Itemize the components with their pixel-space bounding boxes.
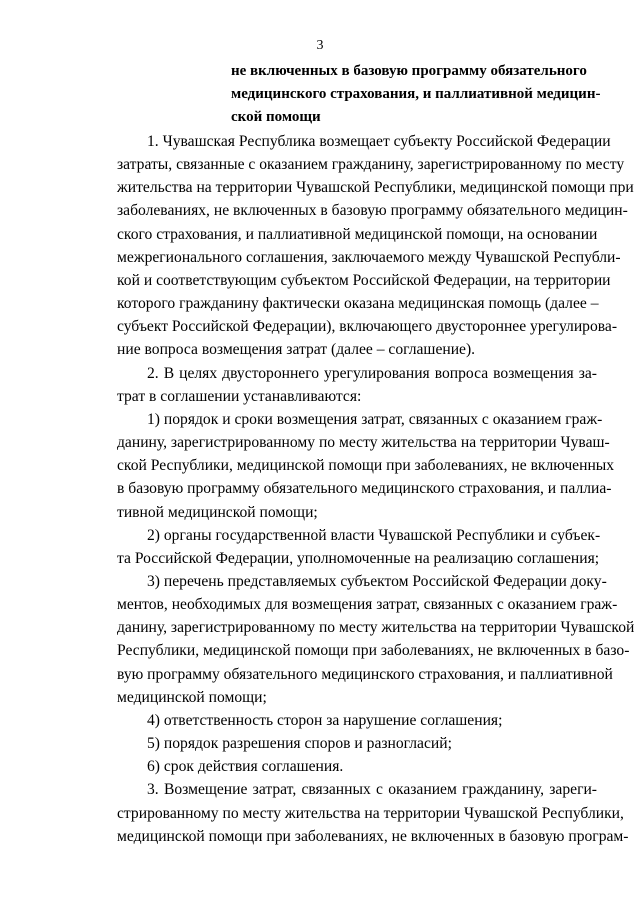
page-number: 3: [316, 38, 324, 53]
body-line: затраты, связанные с оказанием гражданину, зарегистрированному по месту: [117, 156, 625, 174]
body-line: 5) порядок разрешения споров и разногласий;: [147, 735, 452, 753]
body-line: межрегионального соглашения, заключаемого между Чувашской Республи-: [117, 248, 621, 266]
body-line: стрированному по месту жительства на территории Чувашской Республики,: [117, 804, 624, 822]
body-line: данину, зарегистрированному по месту жительства на территории Чуваш-: [117, 434, 610, 452]
body-line: трат в соглашении устанавливаются:: [117, 387, 362, 405]
body-line: ние вопроса возмещения затрат (далее – соглашение).: [117, 341, 476, 359]
body-line: 3. Возмещение затрат, связанных с оказанием гражданину, зареги-: [147, 781, 597, 799]
body-line: та Российской Федерации, уполномоченные на реализацию соглашения;: [117, 549, 600, 567]
body-line: 1) порядок и сроки возмещения затрат, связанных с оказанием граж-: [147, 410, 603, 428]
body-line: жительства на территории Чувашской Республики, медицинской помощи при: [117, 179, 634, 197]
body-line: 3) перечень представляемых субъектом Российской Федерации доку-: [147, 572, 607, 590]
body-line: Республики, медицинской помощи при заболеваниях, не включенных в базо-: [117, 642, 630, 660]
body-line: данину, зарегистрированному по месту жительства на территории Чувашской: [117, 619, 635, 637]
body-line: 1. Чувашская Республика возмещает субъекту Российской Федерации: [147, 133, 611, 150]
heading-line: ской помощи: [231, 109, 321, 125]
heading-line: медицинского страхования, и паллиативной медицин-: [231, 86, 601, 102]
body-line: медицинской помощи при заболеваниях, не включенных в базовую програм-: [117, 827, 629, 845]
body-line: ментов, необходимых для возмещения затрат, связанных с оказанием граж-: [117, 596, 618, 614]
body-line: вую программу обязательного медицинского страхования, и паллиативной: [117, 665, 613, 683]
body-line: которого гражданину фактически оказана медицинская помощь (далее –: [117, 295, 599, 313]
section-heading: [231, 60, 607, 129]
body-line: ской Республики, медицинской помощи при заболеваниях, не включенных: [117, 457, 615, 475]
body-line: кой и соответствующим субъектом Российской Федерации, на территории: [117, 271, 611, 289]
body-text: [117, 130, 635, 848]
body-line: 6) срок действия соглашения.: [147, 758, 344, 776]
body-line: субъект Российской Федерации), включающего двустороннее урегулирова-: [117, 318, 618, 336]
body-line: заболеваниях, не включенных в базовую программу обязательного медицин-: [117, 202, 628, 220]
body-line: 2) органы государственной власти Чувашской Республики и субъек-: [147, 526, 601, 544]
body-line: 4) ответственность сторон за нарушение соглашения;: [147, 711, 503, 729]
body-line: тивной медицинской помощи;: [117, 503, 318, 521]
heading-line: не включенных в базовую программу обязательного: [231, 63, 587, 79]
body-line: медицинской помощи;: [117, 688, 267, 706]
body-line: 2. В целях двустороннего урегулирования вопроса возмещения за-: [147, 364, 597, 382]
body-line: в базовую программу обязательного медицинского страхования, и паллиа-: [117, 480, 612, 498]
body-line: ского страхования, и паллиативной медицинской помощи, на основании: [117, 225, 598, 243]
